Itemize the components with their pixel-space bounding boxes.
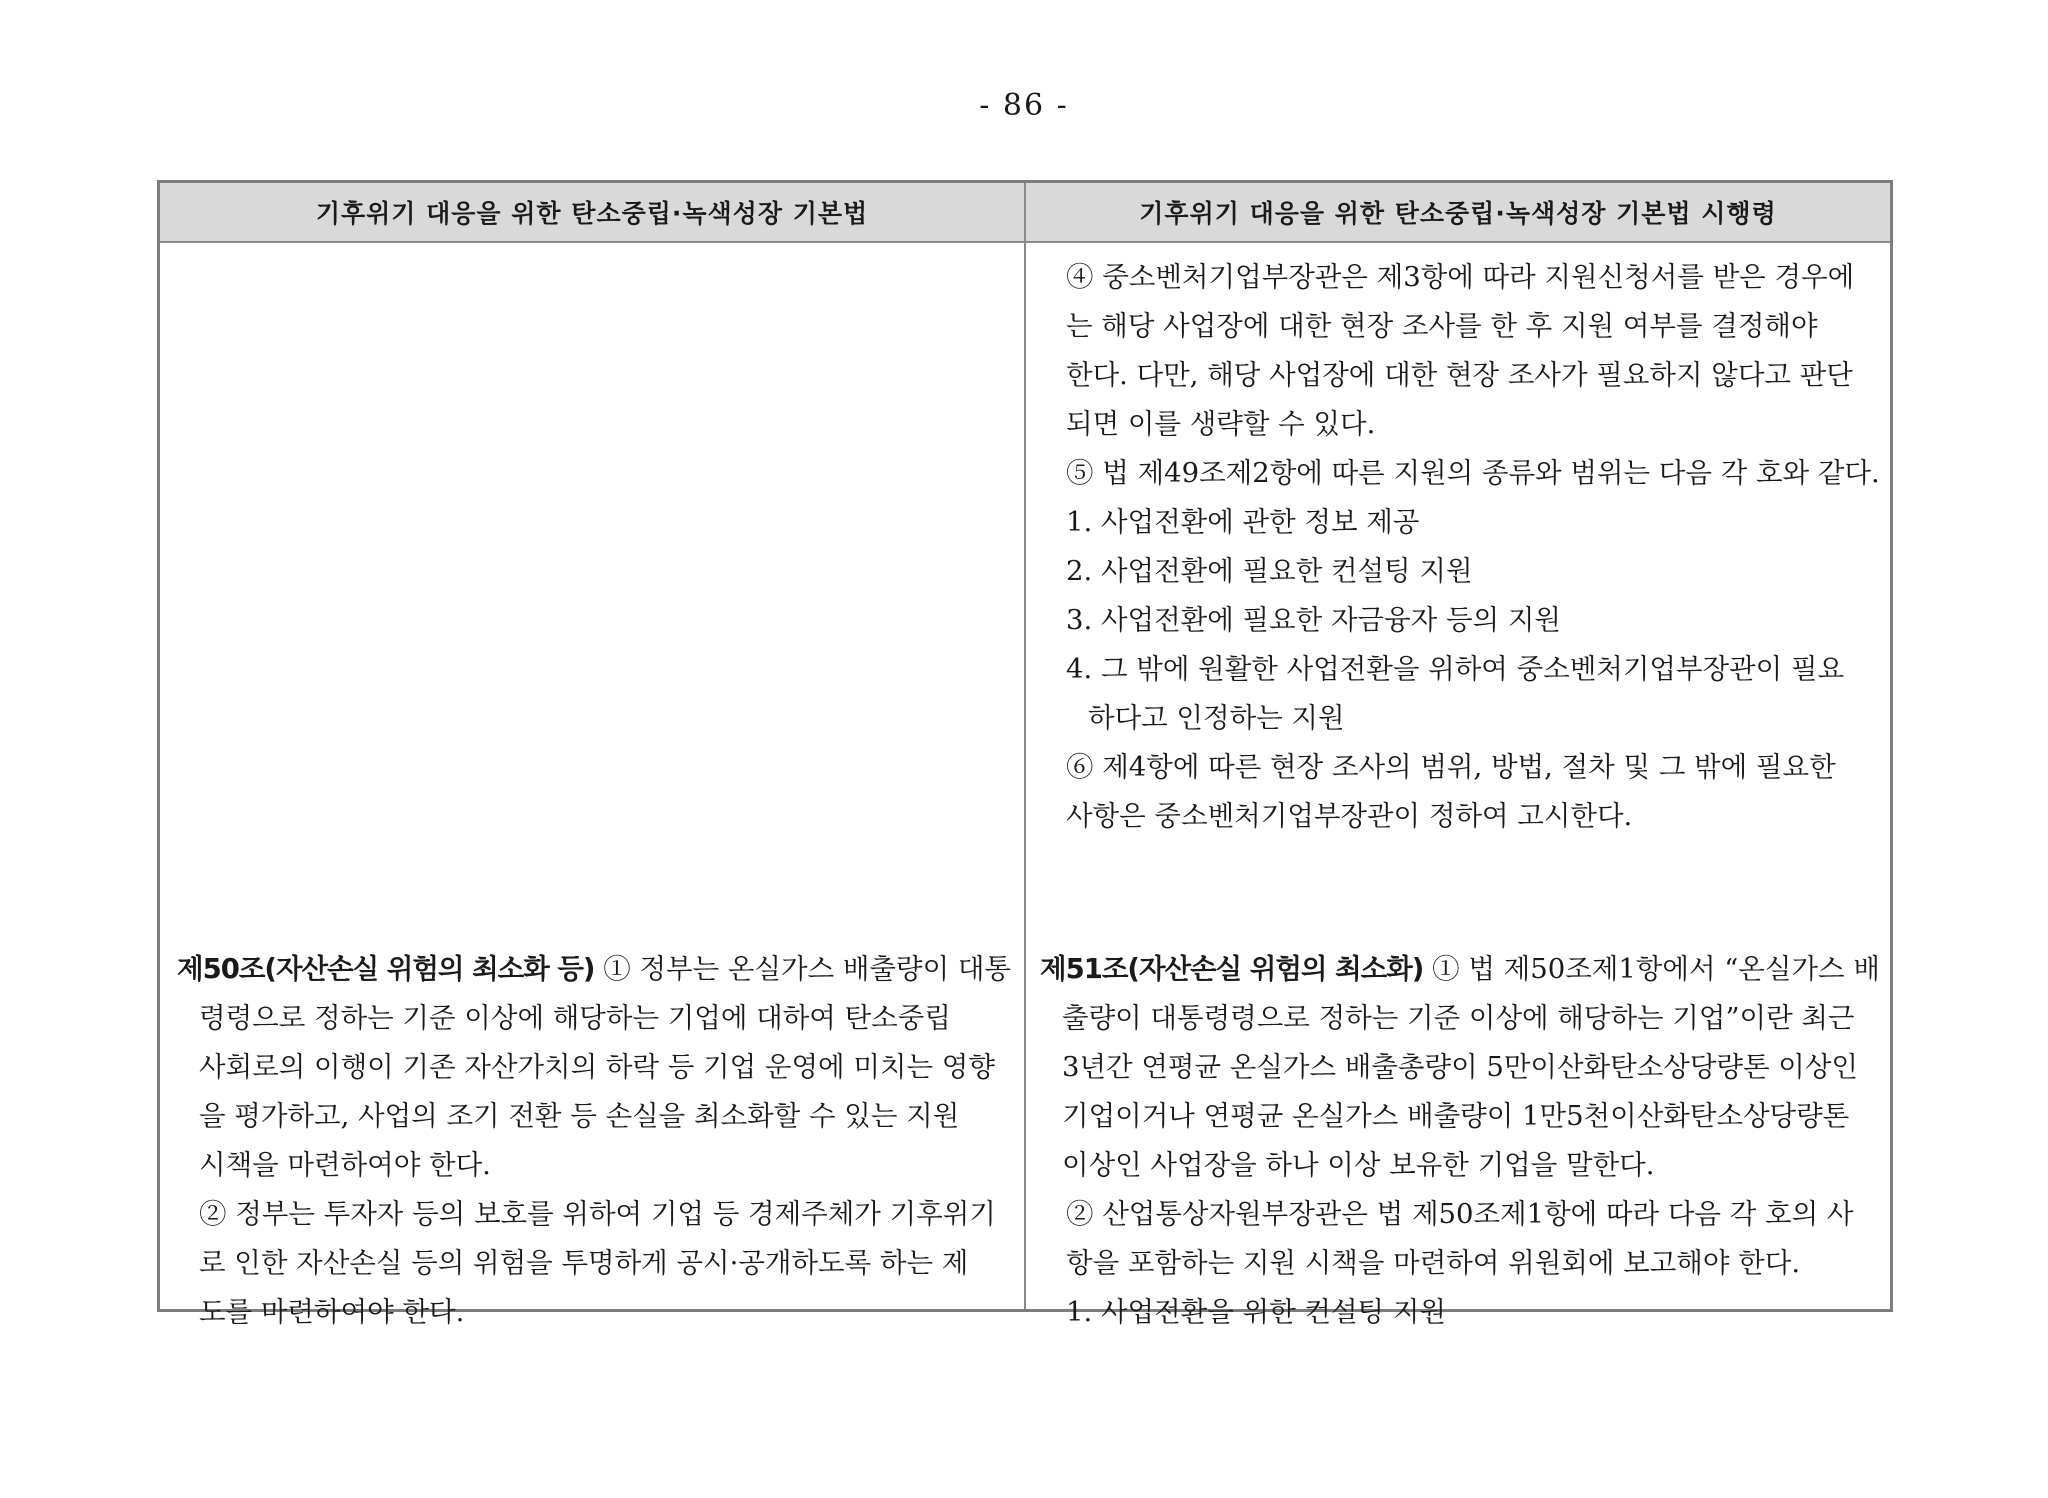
article-51-para-2: ② 산업통상자원부장관은 법 제50조제1항에 따라 다음 각 호의 사 항을 포함하는 지원 시책을 마련하여 위원회에 보고해야 한다. 1. 사업전환을 위한 컨설팅 지원 [1066,1190,1874,1337]
article-51-para-1: 제51조(자산손실 위험의 최소화) ① 법 제50조제1항에서 “온실가스 배 출량이 대통령령으로 정하는 기준 이상에 해당하는 기업”이란 최근 3년간 연평균 온실가스 배출총량이 5만이산화탄소상당량톤 이상인 기업이거나 연평균 온실가스 배출량이 1만5천이산화탄소상당량톤 이상인 사업장을 하나 이상 보유한 기업을 말한다. [1040,953,1880,1181]
decree-item-4: 4. 그 밖에 원활한 사업전환을 위하여 중소벤처기업부장관이 필요 하다고 인정하는 지원 [1066,653,1845,734]
page-number: - 86 - [979,88,1069,123]
decree-para-4: ④ 중소벤처기업부장관은 제3항에 따라 지원신청서를 받은 경우에 는 해당 사업장에 대한 현장 조사를 한 후 지원 여부를 결정해야 한다. 다만, 해당 사업장에 대한 현장 조사가 필요하지 않다고 판단 되면 이를 생략할 수 있다. [1066,261,1855,440]
article-51-title: 제51조(자산손실 위험의 최소화) [1040,953,1424,985]
decree-column-header: 기후위기 대응을 위한 탄소중립·녹색성장 기본법 시행령 [1026,183,1890,243]
decree-items-1-3 [1066,498,1874,645]
decree-column [1026,243,1890,1328]
list-item: 2. 사업전환에 필요한 컨설팅 지원 [1066,555,1473,587]
article-50-para-2: ② 정부는 투자자 등의 보호를 위하여 기업 등 경제주체가 기후위기 로 인한 자산손실 등의 위험을 투명하게 공시·공개하도록 하는 제 도를 마련하여야 한다. [199,1198,996,1328]
decree-para-6: ⑥ 제4항에 따른 현장 조사의 범위, 방법, 절차 및 그 밖에 필요한 사항은 중소벤처기업부장관이 정하여 고시한다. [1066,751,1836,832]
article-50-title: 제50조(자산손실 위험의 최소화 등) [177,953,595,985]
list-item: 1. 사업전환을 위한 컨설팅 지원 [1066,1296,1446,1328]
law-column-header: 기후위기 대응을 위한 탄소중립·녹색성장 기본법 [160,183,1026,243]
list-item: 1. 사업전환에 관한 정보 제공 [1066,506,1420,538]
list-item: 3. 사업전환에 필요한 자금융자 등의 지원 [1066,604,1561,636]
law-column [160,243,1026,1328]
decree-para-5: ⑤ 법 제49조제2항에 따른 지원의 종류와 범위는 다음 각 호와 같다. [1066,457,1880,489]
comparison-table [157,180,1893,1328]
article-50-para-1: 제50조(자산손실 위험의 최소화 등) ① 정부는 온실가스 배출량이 대통 령령으로 정하는 기준 이상에 해당하는 기업에 대하여 탄소중립 사회로의 이행이 기존 자산가치의 하락 등 기업 운영에 미치는 영향 을 평가하고, 사업의 조기 전환 등 손실을 최소화할 수 있는 지원 시책을 마련하여야 한다. [177,953,1012,1181]
